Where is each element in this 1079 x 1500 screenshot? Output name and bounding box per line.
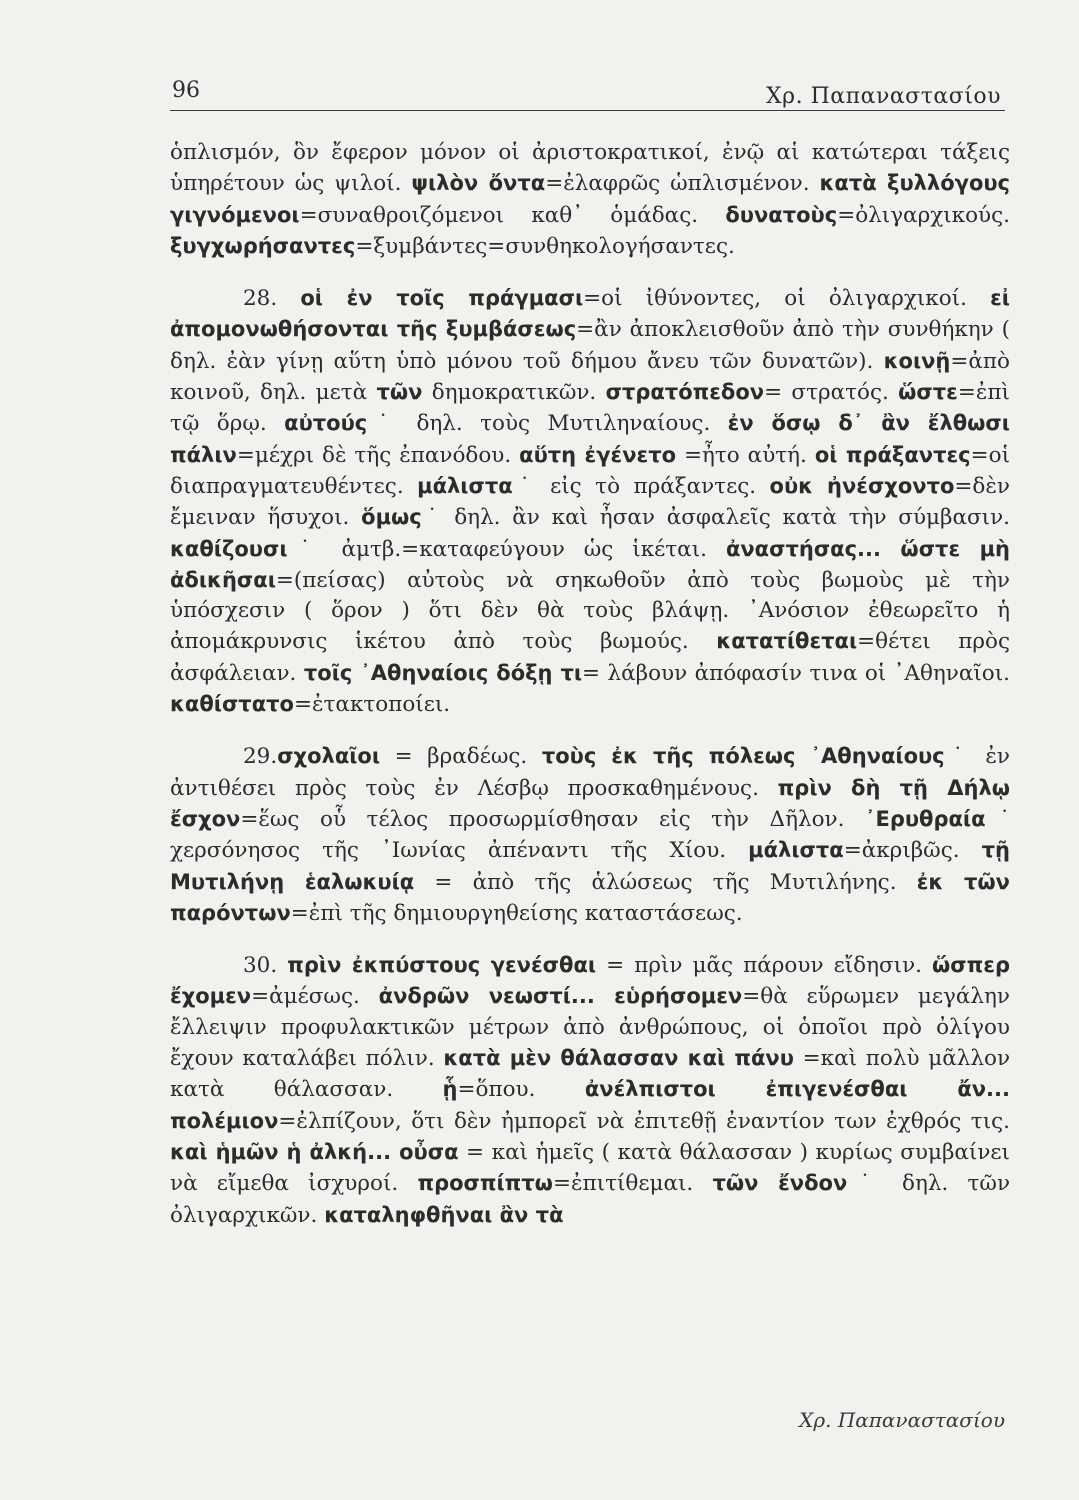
gloss-text: =ἐπὶ τῷ ὅρῳ.: [170, 380, 1010, 437]
lemma: στρατόπεδον: [605, 380, 765, 405]
paragraph-30: [170, 950, 1010, 1231]
gloss-text: =δὲν ἔμειναν ἥσυχοι.: [170, 473, 1010, 531]
gloss-text: ˙ δηλ. τῶν ὀλιγαρχικῶν.: [170, 1171, 1011, 1228]
gloss-text: =ἐπὶ τῆς δημιουργηθείσης καταστάσεως.: [290, 900, 743, 926]
gloss-text: ˙ χερσόνησος τῆς ᾽Ιωνίας ἀπέναντι τῆς Χίου.: [170, 806, 1011, 864]
lemma: προσπίπτω: [417, 1171, 553, 1196]
lemma: κατατίθεται: [716, 629, 858, 654]
lemma: κατὰ ξυλλόγους γιγνόμενοι: [170, 171, 1011, 227]
lemma: αὕτη ἐγένετο: [519, 442, 677, 467]
gloss-text: = βραδέως.: [380, 744, 542, 770]
gloss-text: ˙ ἀμτβ.=καταφεύγουν ὡς ἱκέται.: [287, 536, 726, 562]
gloss-text: =καὶ πολὺ μᾶλλον κατὰ θάλασσαν.: [170, 1046, 1011, 1103]
gloss-text: =(πείσας) αὐτοὺς νὰ σηκωθοῦν ἀπὸ τοὺς βωμοὺς μὲ τὴν ὑπόσχεσιν ( ὅρον ) ὅτι δὲν θὰ τοὺς βλάψῃ. ᾽Ανόσιον ἐθεωρεῖτο ἡ ἀπομάκρυνσις ἱκέτου ἀπὸ τοὺς βωμούς.: [170, 567, 1010, 655]
lemma: εἰ ἀπομονωθήσονται τῆς ξυμβάσεως: [170, 286, 1010, 342]
lemma: καθίστατο: [170, 692, 294, 717]
gloss-text: = ἀπὸ τῆς ἁλώσεως τῆς Μυτιλήνης.: [414, 869, 917, 895]
gloss-text: ˙ εἰς τὸ πράξαντες.: [512, 473, 770, 499]
page-header: [170, 76, 1005, 111]
lemma: δυνατοὺς: [725, 202, 838, 227]
lemma: τοὺς ἐκ τῆς πόλεως ᾽Αθηναίους: [541, 744, 945, 769]
lemma: οἱ πράξαντες: [814, 442, 971, 467]
running-head: Χρ. Παπαναστασίου: [766, 84, 1001, 109]
lemma: ἐν ὅσῳ δ᾽ ἂν ἔλθωσι πάλιν: [170, 411, 1010, 467]
gloss-text: δημοκρατικῶν.: [422, 380, 606, 406]
paragraph-continued: [170, 138, 1010, 262]
lemma: οἱ ἐν τοῖς πράγμασι: [300, 286, 584, 311]
gloss-text: =ἐλαφρῶς ὡπλισμένον.: [545, 171, 820, 197]
gloss-text: = στρατός.: [764, 380, 899, 406]
lemma: τῶν ἔνδον: [712, 1171, 848, 1196]
lemma: ᾗ: [442, 1077, 458, 1102]
gloss-text: =ὅπου.: [457, 1077, 585, 1103]
lemma: πρὶν δὴ τῇ Δήλῳ ἔσχον: [170, 775, 1010, 831]
gloss-text: =ἦτο αὐτή.: [676, 442, 815, 468]
lemma: ᾽Ερυθραία: [864, 806, 986, 831]
lemma: τοῖς ᾽Αθηναίοις δόξῃ τι: [303, 660, 583, 685]
gloss-text: ˙ δηλ. τοὺς Μυτιληναίους.: [367, 411, 728, 437]
lemma: καὶ ἡμῶν ἡ ἀλκή... οὖσα: [170, 1139, 459, 1164]
gloss-text: =ἐλπίζουν, ὅτι δὲν ἠμπορεῖ νὰ ἐπιτεθῇ ἐναντίον των ἐχθρός τις.: [278, 1108, 1010, 1134]
lemma: καθίζουσι: [170, 536, 288, 561]
commentary-text: [170, 138, 1010, 1231]
gloss-text: =οἱ διαπραγματευθέντες.: [170, 442, 1011, 499]
gloss-text: ˙ ἐν ἀντιθέσει πρὸς τοὺς ἐν Λέσβῳ προσκαθημένους.: [170, 744, 1010, 801]
lemma: ἀνδρῶν νεωστί... εὑρήσομεν: [378, 984, 743, 1009]
lemma: ἀνέλπιστοι ἐπιγενέσθαι ἄν... πολέμιον: [170, 1077, 1010, 1133]
lemma: πρὶν ἐκπύστους γενέσθαι: [287, 953, 597, 978]
gloss-text: =συναθροιζόμενοι καθ᾽ ὁμάδας.: [299, 202, 726, 228]
gloss-text: =μέχρι δὲ τῆς ἐπανόδου.: [236, 442, 520, 468]
lemma: σχολαῖοι: [277, 744, 381, 769]
gloss-text: =ἀκριβῶς.: [843, 838, 982, 864]
lemma: αὐτούς: [284, 411, 368, 436]
gloss-text: =οἱ ἰθύνοντες, οἱ ὀλιγαρχικοί.: [583, 286, 991, 312]
gloss-text: ὁπλισμόν, ὃν ἔφερον μόνον οἱ ἀριστοκρατικοί, ἐνῷ αἱ κατώτεραι τάξεις ὑπηρέτουν ὡς ψιλοί.: [170, 140, 1010, 197]
lemma: ὥσπερ ἔχομεν: [170, 953, 1010, 1009]
gloss-text: 29.: [243, 744, 278, 770]
lemma: καταληφθῆναι ἂν τὰ: [324, 1202, 564, 1227]
lemma: ψιλὸν ὄντα: [411, 171, 546, 196]
lemma: ἀναστήσας... ὥστε μὴ ἀδικῆσαι: [170, 536, 1010, 592]
gloss-text: =ξυμβάντες=συνθηκολογήσαντες.: [355, 233, 735, 259]
lemma: μάλιστα: [748, 838, 844, 863]
gloss-text: 28.: [243, 286, 301, 312]
gloss-text: =ἐτακτοποίει.: [293, 692, 451, 718]
gloss-text: =θέτει πρὸς ἀσφάλειαν.: [170, 629, 1010, 686]
gloss-text: = λάβουν ἀπόφασίν τινα οἱ ᾽Αθηναῖοι.: [582, 660, 1010, 686]
gloss-text: = πρὶν μᾶς πάρουν εἴδησιν.: [596, 953, 933, 979]
gloss-text: =ἕως οὗ τέλος προσωρμίσθησαν εἰς τὴν Δῆλον.: [240, 806, 865, 832]
lemma: τῇ Μυτιλήνῃ ἑαλωκυίᾳ: [170, 838, 1010, 894]
lemma: ἐκ τῶν παρόντων: [170, 869, 1010, 925]
lemma: μάλιστα: [417, 473, 513, 498]
gloss-text: 30.: [243, 953, 288, 979]
footer-author: Χρ. Παπαναστασίου: [799, 1408, 1005, 1432]
lemma: οὐκ ἠνέσχοντο: [769, 473, 955, 498]
lemma: ὅμως: [361, 505, 422, 530]
gloss-text: =ἐπιτίθεμαι.: [552, 1171, 713, 1197]
gloss-text: = καὶ ἡμεῖς ( κατὰ θάλασσαν ) κυρίως συμβαίνει νὰ εἴμεθα ἰσχυροί.: [170, 1139, 1010, 1197]
gloss-text: =ἀπὸ κοινοῦ, δηλ. μετὰ: [170, 348, 1010, 406]
page-number: 96: [172, 78, 200, 103]
gloss-text: =ἂν ἀποκλεισθοῦν ἀπὸ τὴν συνθήκην ( δηλ. ἐὰν γίνῃ αὕτη ὑπὸ μόνου τοῦ δήμου ἄνευ τῶν δυνατῶν).: [170, 317, 1011, 374]
paragraph-29: [170, 741, 1010, 929]
gloss-text: =ἀμέσως.: [251, 984, 379, 1010]
gloss-text: ˙ δηλ. ἂν καὶ ἦσαν ἀσφαλεῖς κατὰ τὴν σύμβασιν.: [421, 505, 1010, 531]
paragraph-28: [170, 283, 1010, 720]
lemma: κατὰ μὲν θάλασσαν καὶ πάνυ: [443, 1046, 794, 1071]
lemma: κοινῇ: [883, 348, 951, 373]
lemma: ὥστε: [898, 380, 958, 405]
lemma: ξυγχωρήσαντες: [170, 233, 356, 258]
lemma: τῶν: [376, 380, 423, 405]
gloss-text: =ὀλιγαρχικούς.: [837, 202, 1010, 228]
gloss-text: =θὰ εὕρωμεν μεγάλην ἔλλειψιν προφυλακτικῶν μέτρων ἀπὸ ἀνθρώπους, οἱ ὁποῖοι πρὸ ὀλίγου ἔχουν καταλάβει πόλιν.: [170, 984, 1010, 1072]
